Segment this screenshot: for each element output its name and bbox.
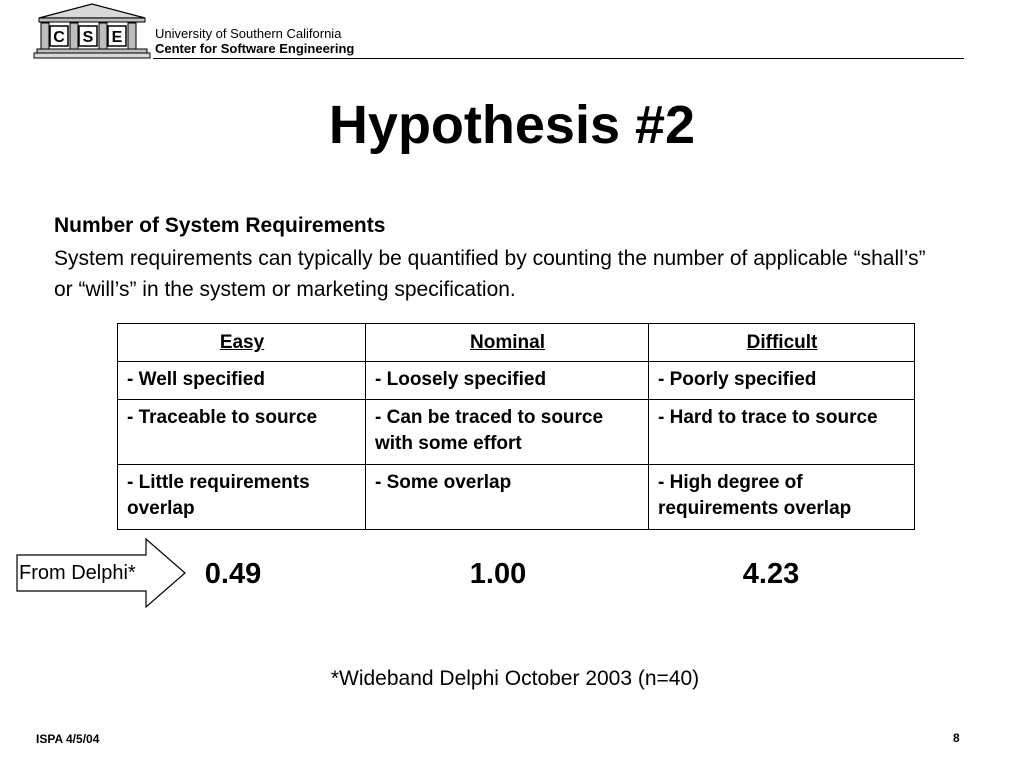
delphi-value-difficult: 4.23 xyxy=(742,558,800,590)
footer-label: ISPA 4/5/04 xyxy=(36,732,100,746)
cse-logo xyxy=(33,2,151,60)
table-cell: - Well specified xyxy=(118,362,366,400)
header-easy: Easy xyxy=(118,324,366,362)
header-nominal: Nominal xyxy=(366,324,649,362)
slide-title: Hypothesis #2 xyxy=(328,95,696,155)
logo-letter-c: C xyxy=(53,29,65,46)
header-divider xyxy=(153,58,964,59)
sub-heading: Number of System Requirements xyxy=(54,214,386,237)
table-cell: - High degree of requirements overlap xyxy=(649,465,915,530)
table-cell: - Hard to trace to source xyxy=(649,400,915,465)
table-cell: - Can be traced to source with some effort xyxy=(366,400,649,465)
table-row xyxy=(118,362,915,400)
header-difficult: Difficult xyxy=(649,324,915,362)
table-cell: - Some overlap xyxy=(366,465,649,530)
logo-letter-e: E xyxy=(111,29,123,46)
footnote: *Wideband Delphi October 2003 (n=40) xyxy=(330,667,700,690)
requirements-table xyxy=(117,323,915,530)
table-cell: - Traceable to source xyxy=(118,400,366,465)
table-cell: - Loosely specified xyxy=(366,362,649,400)
center-name: Center for Software Engineering xyxy=(155,41,355,56)
table-row xyxy=(118,400,915,465)
table-header-row xyxy=(118,324,915,362)
page-number: 8 xyxy=(953,731,960,745)
table-row xyxy=(118,465,915,530)
table-cell: - Little requirements overlap xyxy=(118,465,366,530)
delphi-value-nominal: 1.00 xyxy=(469,558,527,590)
table-cell: - Poorly specified xyxy=(649,362,915,400)
delphi-value-easy: 0.49 xyxy=(204,558,262,590)
body-text: System requirements can typically be quantified by counting the number of applicable “shall’s” or “will’s” in the system or marketing specification. xyxy=(54,247,926,301)
delphi-label: From Delphi* xyxy=(19,562,136,584)
logo-letter-s: S xyxy=(82,29,94,46)
university-name: University of Southern California xyxy=(155,26,342,41)
